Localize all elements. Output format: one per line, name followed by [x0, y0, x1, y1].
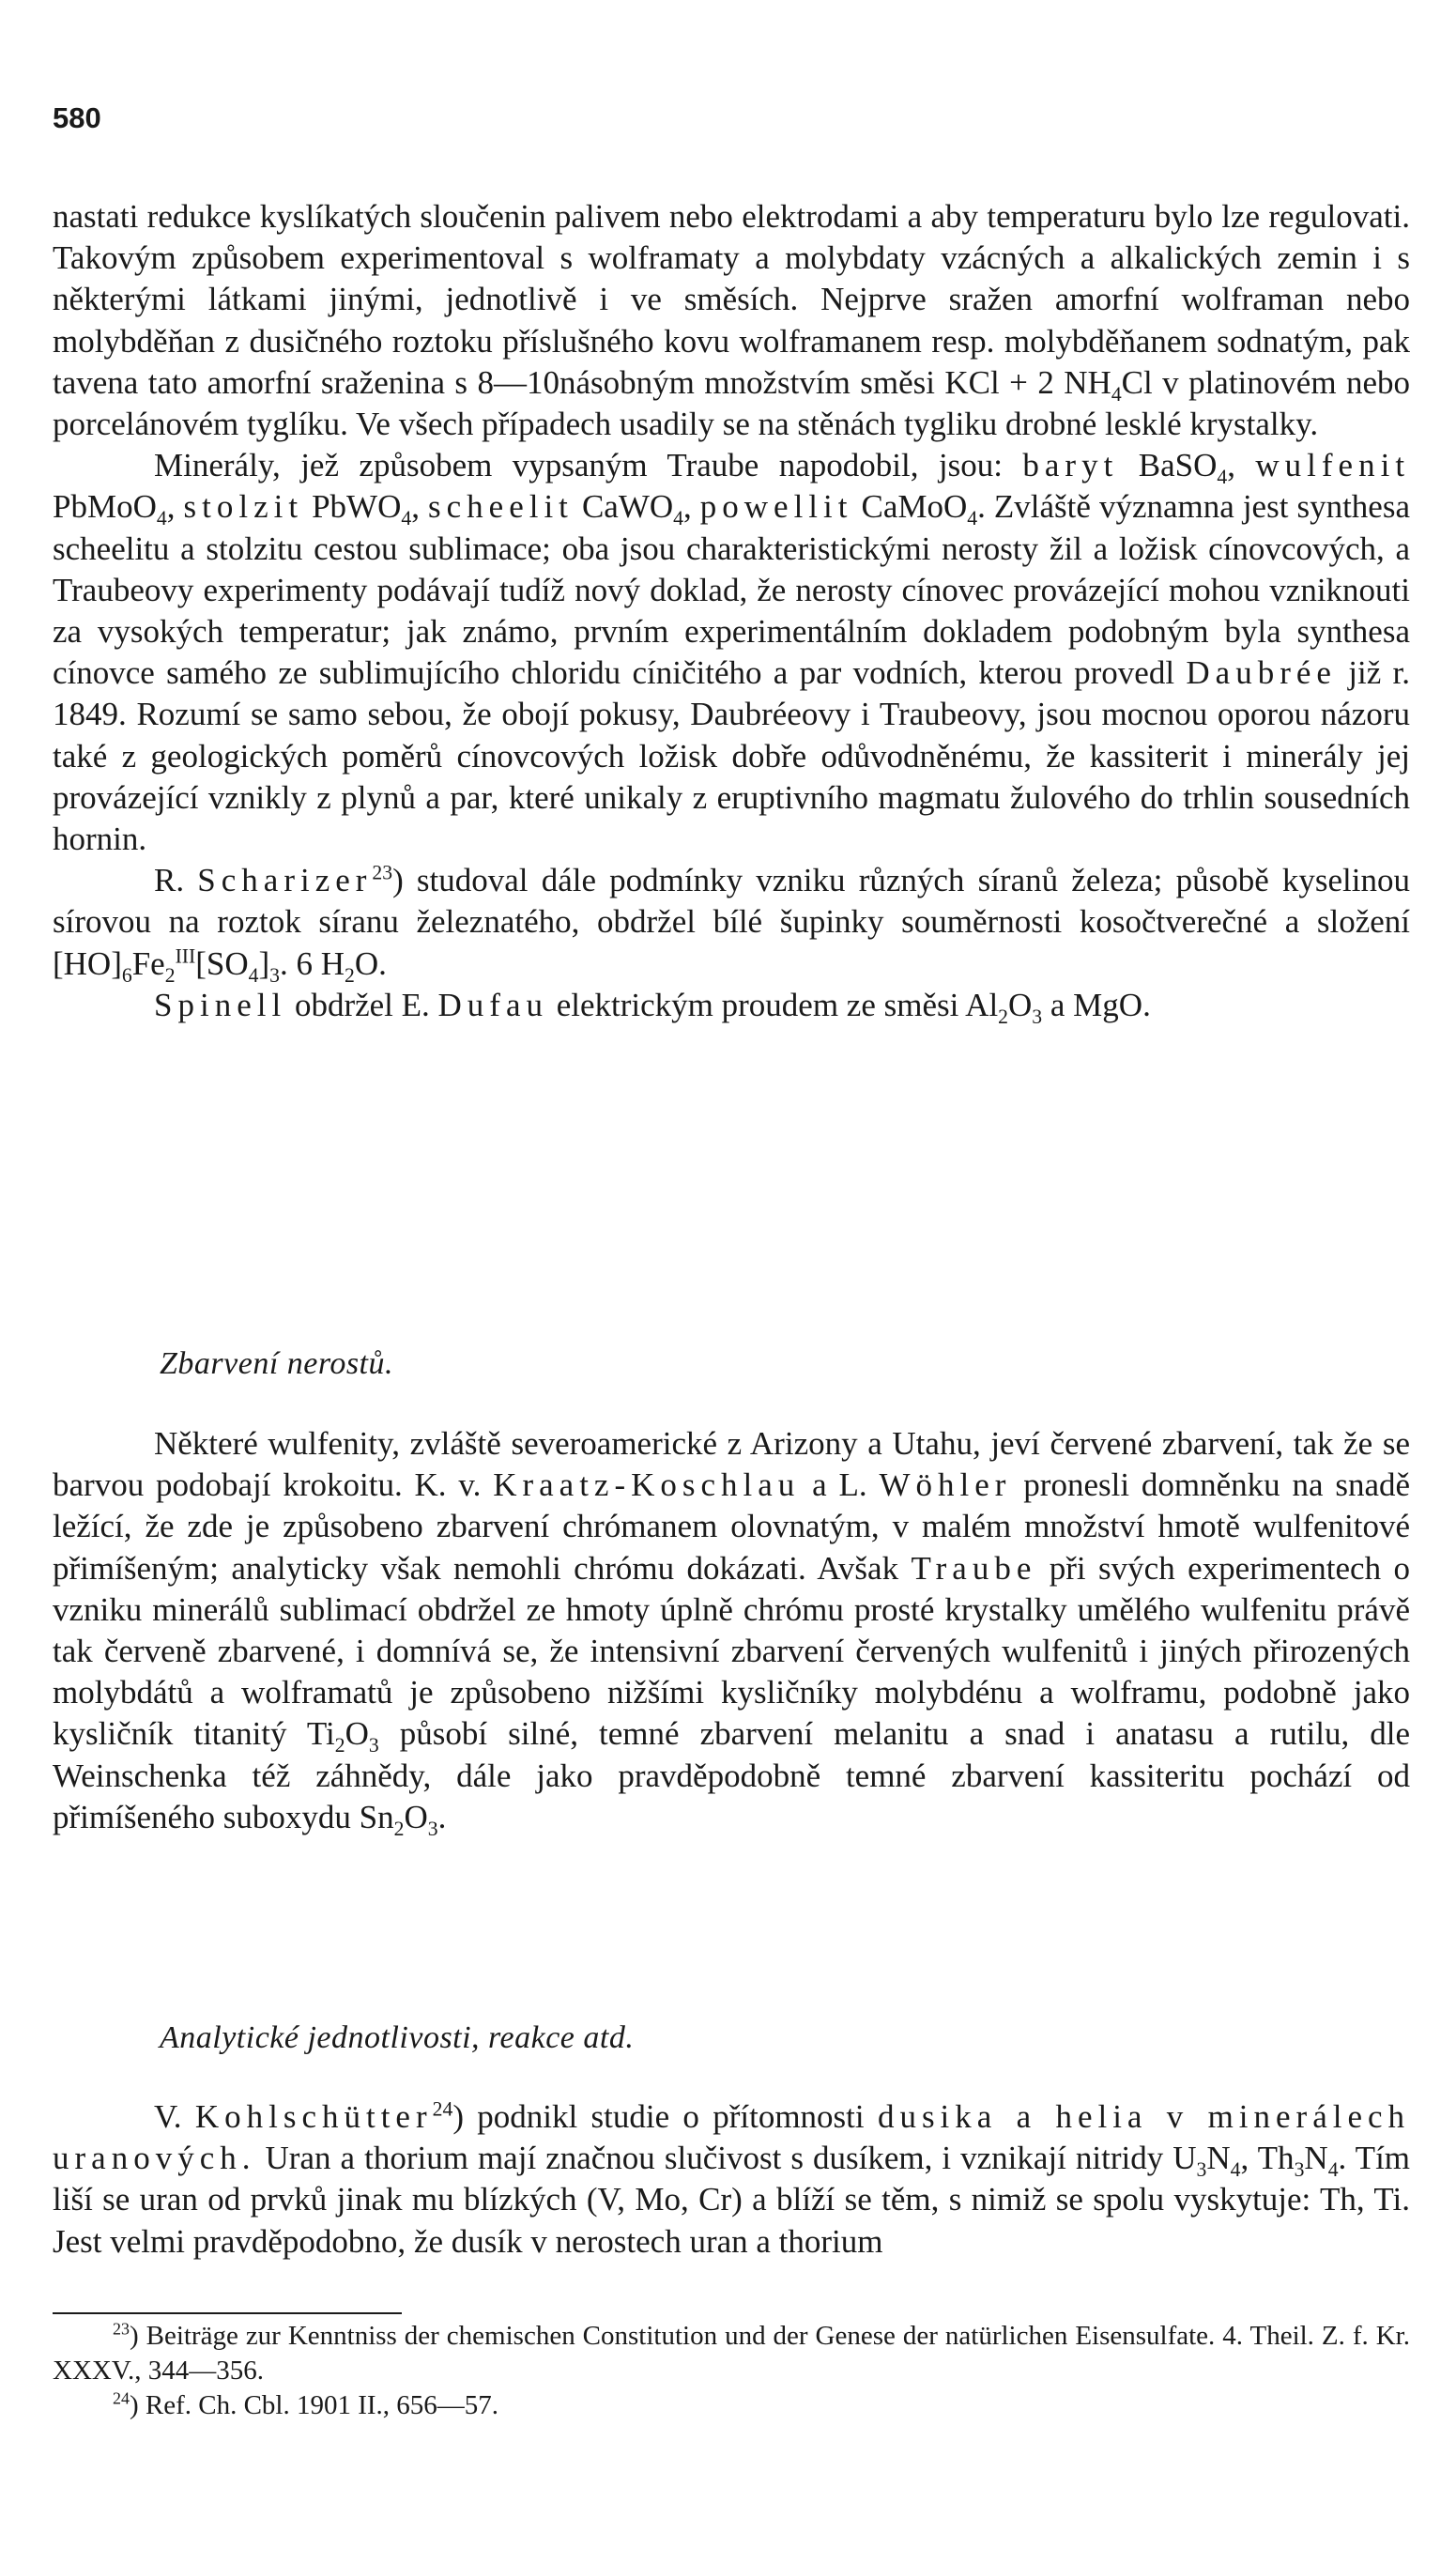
mineral-name: scheelit	[428, 488, 574, 526]
author-name: Wöhler	[879, 1466, 1012, 1504]
footnote-24: $^{24}$) Ref. Ch. Cbl. 1901 II., 656—57.	[113, 2388, 499, 2420]
paragraph-spinell: Spinell obdržel E. Dufau elektrickým proudem ze směsi $Al_2O_3$ a MgO.	[154, 986, 1151, 1028]
mineral-name: powellit	[699, 488, 853, 526]
emphasis-text: dusika a helia v minerálech uranových.	[53, 2098, 1411, 2177]
footnote-ref: 23	[372, 861, 393, 884]
footnote-23: $^{23}$) Beiträge zur Kenntniss der chemischen Constitution und der Genese der natürlichen Eisensulfate. 4. Theil. Z. f. Kr. XXXV., 344—356.	[53, 2319, 1410, 2386]
author-name: Kraatz-Koschlau	[493, 1466, 801, 1504]
mineral-name: baryt	[1022, 447, 1119, 484]
author-name: Traube	[911, 1549, 1037, 1587]
paragraph-scharizer: R. Scharizer$^{23}$) studoval dále podmínky vzniku různých síranů železa; působě kyselinou sírovou na roztok síranu železnatého, obdržel bílé šupinky souměrnosti kosočtverečné a složení $[HO]_6Fe_2^{III}[SO_4]_3$. 6 $H_2O$.	[53, 861, 1410, 987]
mineral-name: wulfenit	[1255, 447, 1411, 484]
author-name: Daubrée	[1186, 654, 1337, 692]
paragraph-wulfenity: Některé wulfenity, zvláště severoamerické z Arizony a Utahu, jeví červené zbarvení, tak že se barvou podobají krokoitu. K. v. Kraatz-Koschlau a L. Wöhler pronesli domněnku na snadě ležící, že zde je způsobeno zbarvení chrómanem olovnatým, v malém množství hmotě wulfenitové přimíšeným; analyticky však nemohli chrómu dokázati. Avšak Traube při svých experimentech o vzniku minerálů sublimací obdržel ze hmoty úplně chrómu prosté krystalky umělého wulfenitu právě tak červeně zbarvené, i domnívá se, že intensivní zbarvení červených wulfenitů i jiných přirozených molybdátů a wolframatů je způsobeno nižšími kysličníky molybdénu a wolframu, podobně jako kysličník titanitý $Ti_2O_3$ působí silné, temné zbarvení melanitu a snad i anatasu a rutilu, dle Weinschenka též záhnědy, dále jako pravděpodobně temné zbarvení kassiteritu pochází od přimíšeného suboxydu $Sn_2O_3$.	[53, 1425, 1411, 1840]
section-heading-analyticke: Analytické jednotlivosti, reakce atd.	[160, 2020, 635, 2055]
author-name: Kohlschütter	[194, 2098, 433, 2135]
author-name: Dufau	[437, 986, 548, 1023]
mineral-name: stolzit	[183, 488, 304, 526]
author-name: Scharizer	[197, 862, 373, 899]
text-block-analyticke	[53, 2096, 1410, 2263]
footnote-ref: 24	[432, 2097, 453, 2121]
footnote-divider	[53, 2312, 402, 2314]
page-number: 580	[53, 101, 101, 134]
section-heading-zbarveni: Zbarvení nerostů.	[160, 1346, 394, 1381]
paragraph-kohlschutter: V. Kohlschütter$^{24}$) podnikl studie o přítomnosti dusika a helia v minerálech uranových. Uran a thorium mají značnou slučivost s dusíkem, i vznikají nitridy $U_3N_4$, $Th_3N_4$. Tím liší se uran od prvků jinak mu blízkých (V, Mo, Cr) a blíží se těm, s nimiž se spolu vyskytuje: Th, Ti. Jest velmi pravděpodobno, že dusík v nerostech uran a thorium	[53, 2097, 1411, 2260]
footnotes	[53, 2319, 1410, 2423]
text-block-zbarveni	[53, 1423, 1410, 1838]
paragraph-mineraly: Minerály, jež způsobem vypsaným Traube napodobil, jsou: baryt BaSO$_4$, wulfenit PbMoO$_4$, stolzit PbWO$_4$, scheelit CaWO$_4$, powellit CaMoO$_4$. Zvláště významna jest synthesa scheelitu a stolzitu cestou sublimace; oba jsou charakteristickými nerosty žil a ložisk cínovcových, a Traubeovy experimenty podávají tudíž nový doklad, že nerosty cínovec provázející mohou vzniknouti za vysokých temperatur; jak známo, prvním experimentálním dokladem podobným byla synthesa cínovce samého ze sublimujícího chloridu cíničitého a par vodních, kterou provedl Daubrée již r. 1849. Rozumí se samo sebou, že obojí pokusy, Daubréeovy i Traubeovy, jsou mocnou oporou názoru také z geologických poměrů cínovcových ložisk dobře odůvodněnému, že kassiterit i minerály jej provázející vznikly z plynů a par, které unikaly z eruptivního magmatu žulového do trhlin sousedních hornin.	[53, 447, 1411, 858]
paragraph-redukce: nastati redukce kyslíkatých sloučenin palivem nebo elektrodami a aby temperaturu bylo lze regulovati. Takovým způsobem experimentoval s wolframaty a molybdaty vzácných a alkalických zemin i s některými látkami jinými, jednotlivě i ve směsích. Nejprve sražen amorfní wolframan nebo molybděňan z dusičného roztoku příslušného kovu wolframanem resp. molybděňanem sodnatým, pak tavena tato amorfní sraženina s 8—10násobným množstvím směsi KCl + 2 $NH_4Cl$ v platinovém nebo porcelánovém tyglíku. Ve všech případech usadily se na stěnách tygliku drobné lesklé krystalky.	[53, 198, 1410, 443]
text-block-redukce	[53, 196, 1410, 1026]
mineral-name: Spinell	[154, 986, 287, 1023]
